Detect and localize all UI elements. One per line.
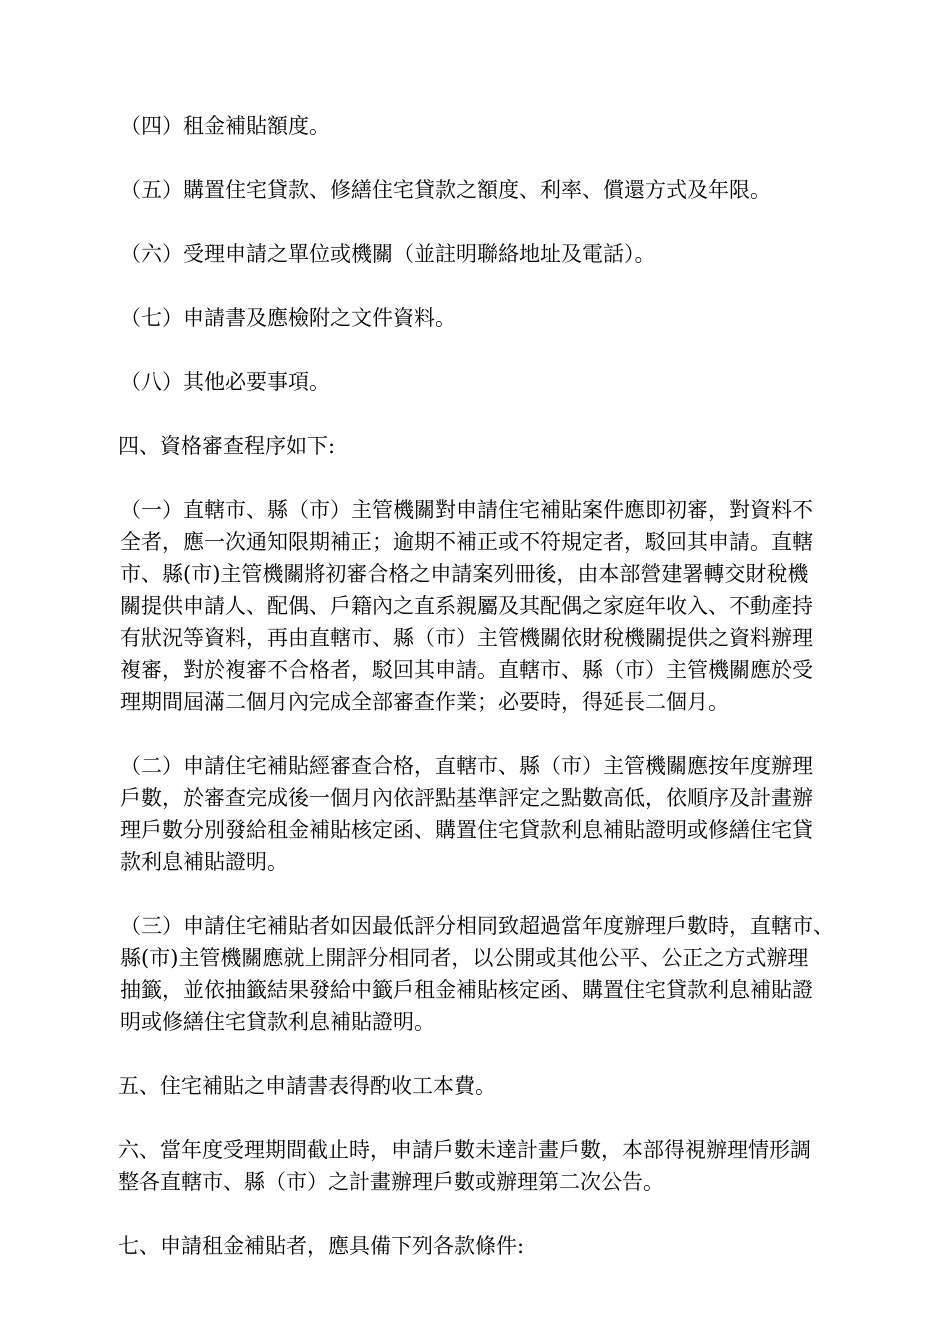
section-heading-4-eligibility-review [118, 430, 868, 462]
paragraph-review-step-3 [120, 910, 868, 1038]
paragraph-item-5-loan-terms [120, 174, 868, 206]
text-line: 市、縣(市)主管機關將初審合格之申請案列冊後，由本部營建署轉交財稅機 [120, 562, 809, 586]
paragraph-item-7-application-documents [120, 302, 868, 334]
text-line: 關提供申請人、配偶、戶籍內之直系親屬及其配偶之家庭年收入、不動產持 [120, 594, 813, 618]
text-line: （二）申請住宅補貼經審查合格，直轄市、縣（市）主管機關應按年度辦理 [120, 754, 813, 778]
text-line: （七）申請書及應檢附之文件資料。 [120, 306, 456, 330]
text-line: 縣(市)主管機關應就上開評分相同者，以公開或其他公平、公正之方式辦理 [120, 946, 809, 970]
paragraph-review-step-1 [120, 494, 868, 718]
text-line: （五）購置住宅貸款、修繕住宅貸款之額度、利率、償還方式及年限。 [120, 178, 771, 202]
text-line: 七、申請租金補貼者，應具備下列各款條件: [118, 1234, 525, 1258]
text-line: 四、資格審查程序如下: [118, 434, 336, 458]
text-line: （八）其他必要事項。 [120, 370, 330, 394]
text-line: 理期間屆滿二個月內完成全部審查作業；必要時，得延長二個月。 [120, 690, 729, 714]
text-line: （三）申請住宅補貼者如因最低評分相同致超過當年度辦理戶數時，直轄市、 [120, 914, 834, 938]
text-line: 款利息補貼證明。 [120, 850, 288, 874]
paragraph-item-8-other-matters [120, 366, 868, 398]
text-line: 全者，應一次通知限期補正；逾期不補正或不符規定者，駁回其申請。直轄 [120, 530, 813, 554]
text-line: 複審，對於複審不合格者，駁回其申請。直轄市、縣（市）主管機關應於受 [120, 658, 813, 682]
text-line: 有狀況等資料，再由直轄市、縣（市）主管機關依財稅機關提供之資料辦理 [120, 626, 813, 650]
text-line: 六、當年度受理期間截止時，申請戶數未達計畫戶數，本部得視辦理情形調 [118, 1138, 811, 1162]
section-heading-7-rent-subsidy-conditions [118, 1230, 868, 1262]
paragraph-item-6-application-office [120, 238, 868, 270]
text-line: （四）租金補貼額度。 [120, 114, 330, 138]
text-line: （一）直轄市、縣（市）主管機關對申請住宅補貼案件應即初審，對資料不 [120, 498, 813, 522]
text-line: 戶數，於審查完成後一個月內依評點基準評定之點數高低，依順序及計畫辦 [120, 786, 813, 810]
text-line: 整各直轄市、縣（市）之計畫辦理戶數或辦理第二次公告。 [118, 1170, 664, 1194]
section-heading-6-second-announcement [118, 1134, 868, 1198]
document-page [118, 110, 868, 1294]
section-heading-5-application-fee [118, 1070, 868, 1102]
text-line: 明或修繕住宅貸款利息補貼證明。 [120, 1010, 435, 1034]
text-line: 理戶數分別發給租金補貼核定函、購置住宅貸款利息補貼證明或修繕住宅貸 [120, 818, 813, 842]
paragraph-review-step-2 [120, 750, 868, 878]
text-line: 抽籤，並依抽籤結果發給中籤戶租金補貼核定函、購置住宅貸款利息補貼證 [120, 978, 813, 1002]
text-line: （六）受理申請之單位或機關（並註明聯絡地址及電話）。 [120, 242, 656, 266]
text-line: 五、住宅補貼之申請書表得酌收工本費。 [118, 1074, 496, 1098]
paragraph-item-4-rent-subsidy-amount [120, 110, 868, 142]
